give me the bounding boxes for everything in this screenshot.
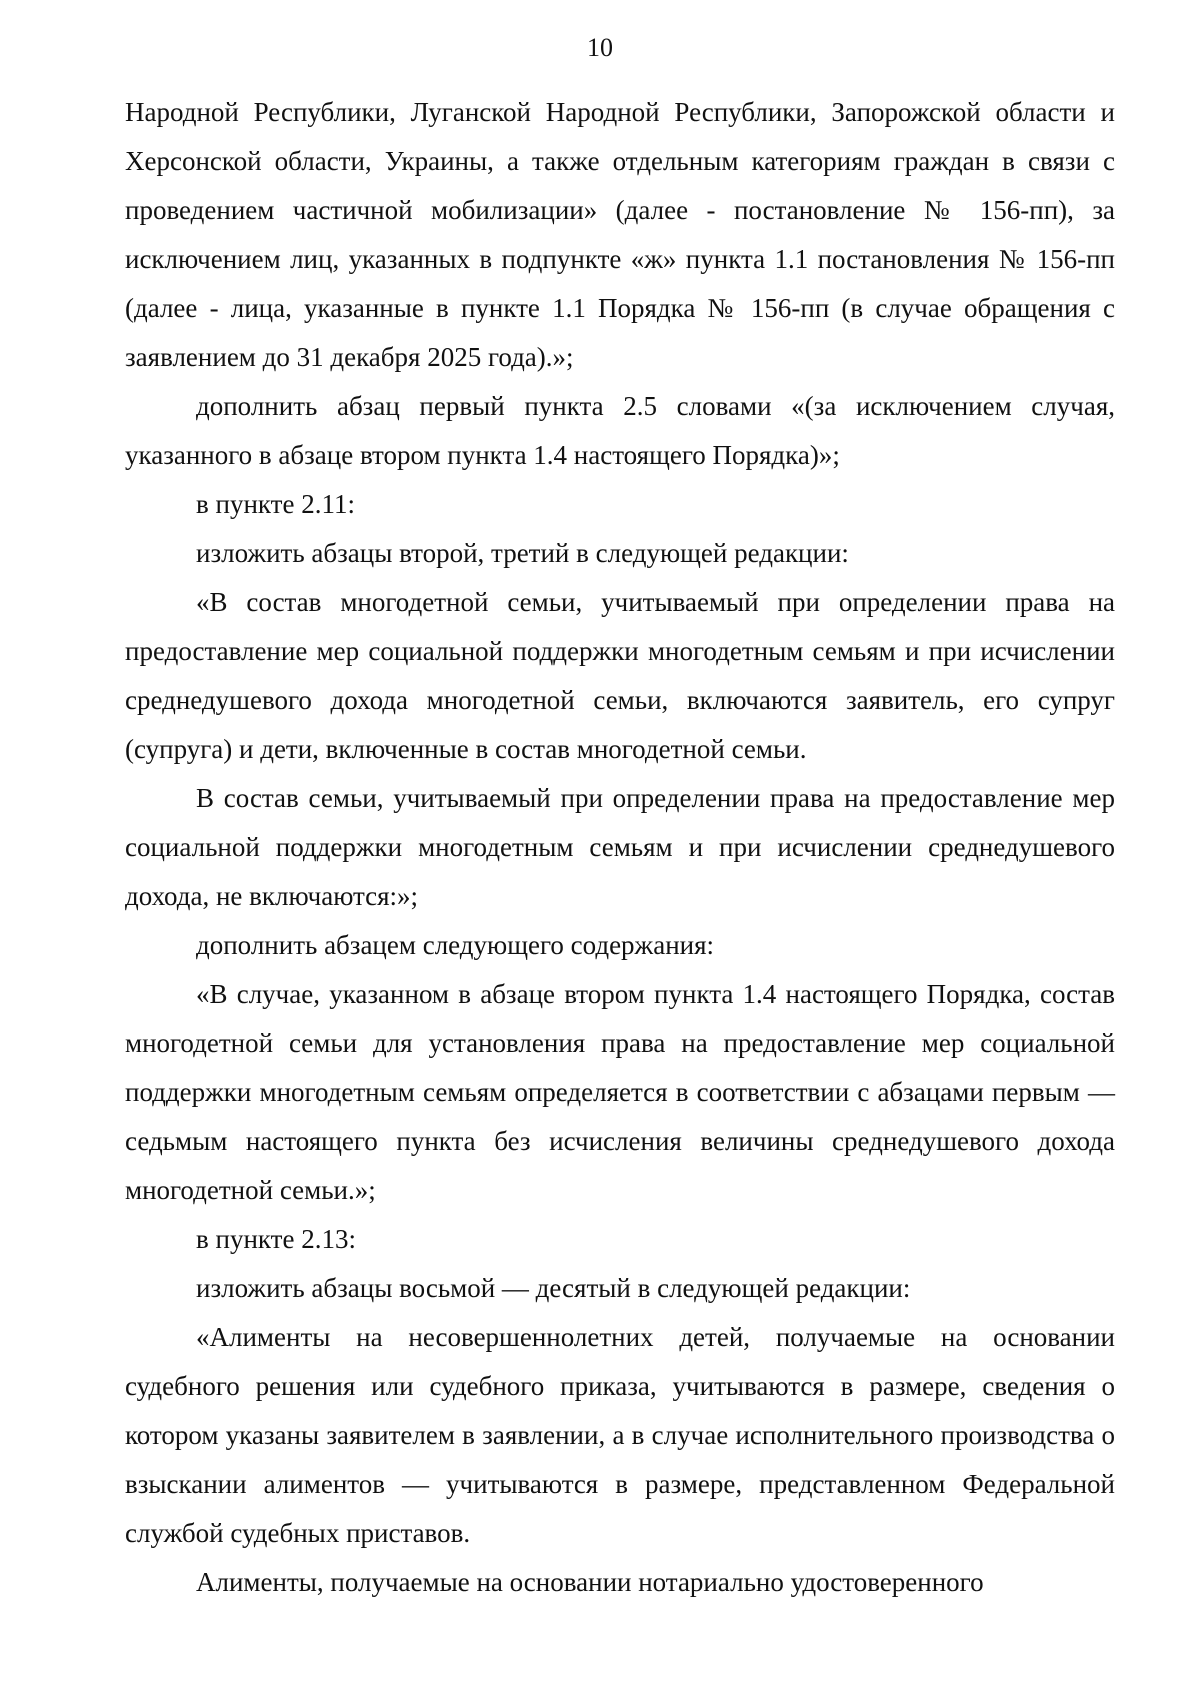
paragraph-point-2-11: в пункте 2.11:	[196, 489, 355, 519]
paragraph-continuation: Народной Республики, Луганской Народной Республики, Запорожской области и Херсонской области, Украины, а также отдельным категориям граждан в связи с проведением частичной мобилизации» (далее - постановление № 156-пп), за исключением лиц, указанных в подпункте «ж» пункта 1.1 постановления № 156-пп (далее - лица, указанные в пункте 1.1 Порядка № 156-пп (в случае обращения с заявлением до 31 декабря 2025 года).»;	[125, 97, 1115, 372]
paragraph-add-clause: дополнить абзацем следующего содержания:	[196, 930, 715, 960]
paragraph-family-exclusions: В состав семьи, учитываемый при определении права на предоставление мер социальной поддержки многодетным семьям и при исчислении среднедушевого дохода, не включаются:»;	[125, 783, 1115, 911]
paragraph-alimony-notary: Алименты, получаемые на основании нотариально удостоверенного	[196, 1567, 984, 1597]
paragraph-restate-2-13: изложить абзацы восьмой — десятый в следующей редакции:	[196, 1273, 911, 1303]
page-number: 10	[587, 33, 613, 62]
paragraph-point-2-13: в пункте 2.13:	[196, 1224, 356, 1254]
document-body	[125, 88, 1115, 1607]
paragraph-amend-2-5: дополнить абзац первый пункта 2.5 словами «(за исключением случая, указанного в абзаце втором пункта 1.4 настоящего Порядка)»;	[125, 391, 1115, 470]
paragraph-alimony-court: «Алименты на несовершеннолетних детей, получаемые на основании судебного решения или судебного приказа, учитываются в размере, сведения о котором указаны заявителем в заявлении, а в случае исполнительного производства о взыскании алиментов — учитываются в размере, представленном Федеральной службой судебных приставов.	[125, 1322, 1115, 1548]
paragraph-restate-2-11: изложить абзацы второй, третий в следующей редакции:	[196, 538, 849, 568]
paragraph-case-1-4: «В случае, указанном в абзаце втором пункта 1.4 настоящего Порядка, состав многодетной семьи для установления права на предоставление мер социальной поддержки многодетным семьям определяется в соответствии с абзацами первым — седьмым настоящего пункта без исчисления величины среднедушевого дохода многодетной семьи.»;	[125, 979, 1115, 1205]
paragraph-family-composition: «В состав многодетной семьи, учитываемый при определении права на предоставление мер социальной поддержки многодетным семьям и при исчислении среднедушевого дохода многодетной семьи, включаются заявитель, его супруг (супруга) и дети, включенные в состав многодетной семьи.	[125, 587, 1115, 764]
